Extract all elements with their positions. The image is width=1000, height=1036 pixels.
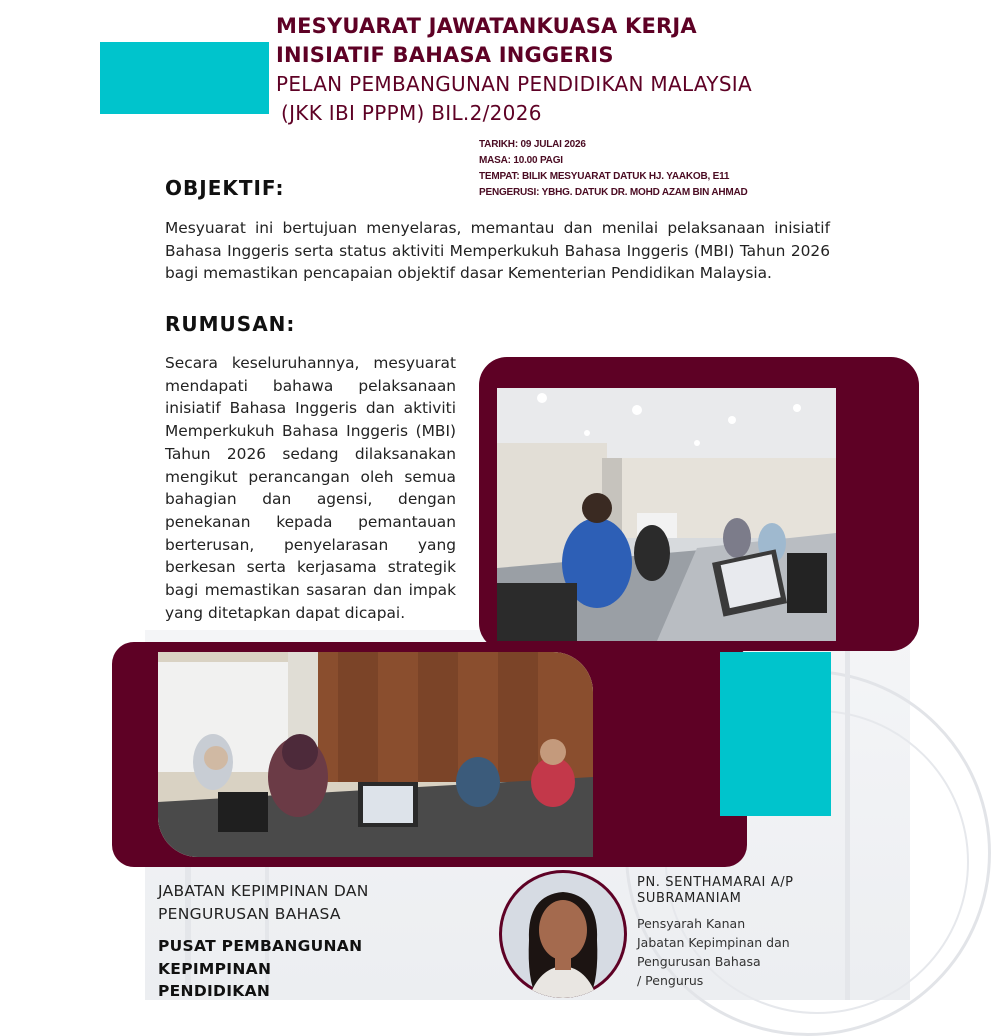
person-role xyxy=(637,914,877,990)
title-line-4: (JKK IBI PPPM) BIL.2/2026 xyxy=(281,101,542,125)
avatar xyxy=(499,870,627,998)
person-name xyxy=(637,875,877,907)
person-role-line-2: Jabatan Kepimpinan dan xyxy=(637,935,790,950)
meeting-venue: TEMPAT: BILIK MESYUARAT DATUK HJ. YAAKOB, E11 xyxy=(479,171,730,182)
person-role-line-4: / Pengurus xyxy=(637,973,704,988)
person-role-line-1: Pensyarah Kanan xyxy=(637,916,746,931)
title-line-3: PELAN PEMBANGUNAN PENDIDIKAN MALAYSIA xyxy=(276,72,752,96)
rumusan-heading: RUMUSAN: xyxy=(165,312,296,336)
meeting-details xyxy=(479,137,839,201)
teal-accent-block-top xyxy=(100,42,269,114)
title-line-2: INISIATIF BAHASA INGGERIS xyxy=(276,43,614,67)
centre-name xyxy=(158,935,458,1003)
person-name-line-1: PN. SENTHAMARAI A/P xyxy=(637,875,794,890)
rumusan-text: Secara keseluruhannya, mesyuarat mendapati bahawa pelaksanaan inisiatif Bahasa Inggeris dan aktiviti Memperkukuh Bahasa Inggeris (MBI) Tahun 2026 sedang dilaksanakan mengikut perancangan oleh semua bahagian dan agensi, dengan penekanan kepada pemantauan berterusan, penyelarasan yang berkesan serta kerjasama strategik bagi memastikan sasaran dan impak yang ditetapkan dapat dicapai. xyxy=(165,354,456,622)
objektif-text: Mesyuarat ini bertujuan menyelaras, memantau dan menilai pelaksanaan inisiatif Bahasa Inggeris serta status aktiviti Memperkukuh Bahasa Inggeris (MBI) Tahun 2026 bagi memastikan pencapaian objektif dasar Kementerian Pendidikan Malaysia. xyxy=(165,219,830,282)
meeting-chair: PENGERUSI: YBHG. DATUK DR. MOHD AZAM BIN AHMAD xyxy=(479,187,748,198)
person-name-line-2: SUBRAMANIAM xyxy=(637,891,742,906)
meeting-date: TARIKH: 09 JULAI 2026 xyxy=(479,139,586,150)
centre-line-2: KEPIMPINAN xyxy=(158,959,272,978)
teal-accent-block-right xyxy=(720,652,831,816)
person-role-line-3: Pengurusan Bahasa xyxy=(637,954,761,969)
meeting-time: MASA: 10.00 PAGI xyxy=(479,155,563,166)
department-name xyxy=(158,880,458,926)
department-line-2: PENGURUSAN BAHASA xyxy=(158,905,341,923)
meeting-photo-2 xyxy=(158,652,593,857)
meeting-photo-1 xyxy=(497,388,836,641)
department-line-1: JABATAN KEPIMPINAN DAN xyxy=(158,882,369,900)
centre-line-1: PUSAT PEMBANGUNAN xyxy=(158,937,363,955)
centre-line-3: PENDIDIKAN xyxy=(158,982,271,1000)
page-title xyxy=(276,12,836,128)
objektif-heading: OBJEKTIF: xyxy=(165,176,285,200)
title-line-1: MESYUARAT JAWATANKUASA KERJA xyxy=(276,14,697,38)
